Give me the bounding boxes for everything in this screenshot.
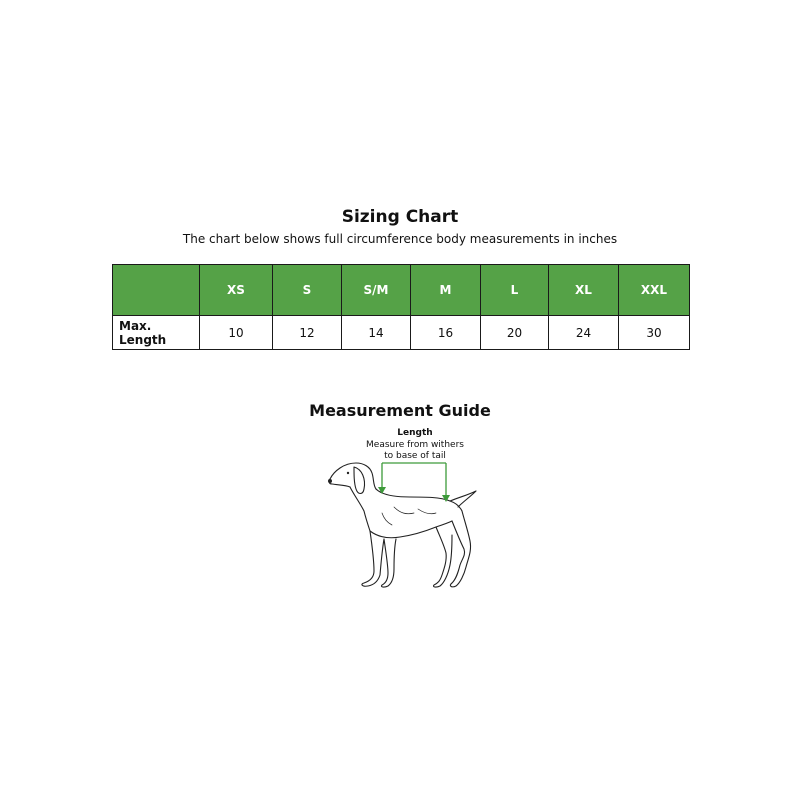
table-cell: 24 xyxy=(549,316,619,350)
size-header-xxl: XXL xyxy=(619,265,690,316)
table-cell: 30 xyxy=(619,316,690,350)
dog-eye xyxy=(347,472,349,474)
table-cell: 20 xyxy=(481,316,549,350)
length-label: Length xyxy=(397,428,433,438)
table-cell: 10 xyxy=(200,316,273,350)
dog-tail xyxy=(450,491,476,507)
size-header-l: L xyxy=(481,265,549,316)
arrow-head-withers xyxy=(378,487,386,494)
size-header-m: M xyxy=(411,265,481,316)
row-label-max-length: Max. Length xyxy=(113,316,200,350)
table-header-row xyxy=(113,265,690,316)
size-header-s: S xyxy=(273,265,342,316)
dog-ear xyxy=(354,467,365,494)
table-corner-cell xyxy=(113,265,200,316)
dog-hind-leg-1 xyxy=(450,511,470,587)
table-cell: 12 xyxy=(273,316,342,350)
size-header-sm: S/M xyxy=(342,265,411,316)
measurement-guide-title: Measurement Guide xyxy=(309,401,491,420)
dog-hind-leg-2 xyxy=(433,527,452,587)
table-cell: 16 xyxy=(411,316,481,350)
dog-nose xyxy=(328,479,332,483)
length-measure-arrow xyxy=(378,463,450,502)
length-description-line-1: Measure from withers xyxy=(366,440,464,450)
length-description-line-2: to base of tail xyxy=(384,451,446,461)
sizing-table xyxy=(112,264,690,350)
dog-front-leg-1 xyxy=(362,531,384,586)
dog-outline-icon xyxy=(318,455,488,595)
size-header-xs: XS xyxy=(200,265,273,316)
dog-front-leg-2 xyxy=(381,539,396,587)
dog-muzzle xyxy=(329,479,350,487)
size-header-xl: XL xyxy=(549,265,619,316)
page-title: Sizing Chart xyxy=(341,207,459,227)
dog-back xyxy=(376,489,462,511)
dog-fur-detail xyxy=(382,507,436,525)
table-cell: 14 xyxy=(342,316,411,350)
page-subtitle: The chart below shows full circumference body measurements in inches xyxy=(182,232,618,246)
table-row xyxy=(113,316,690,350)
